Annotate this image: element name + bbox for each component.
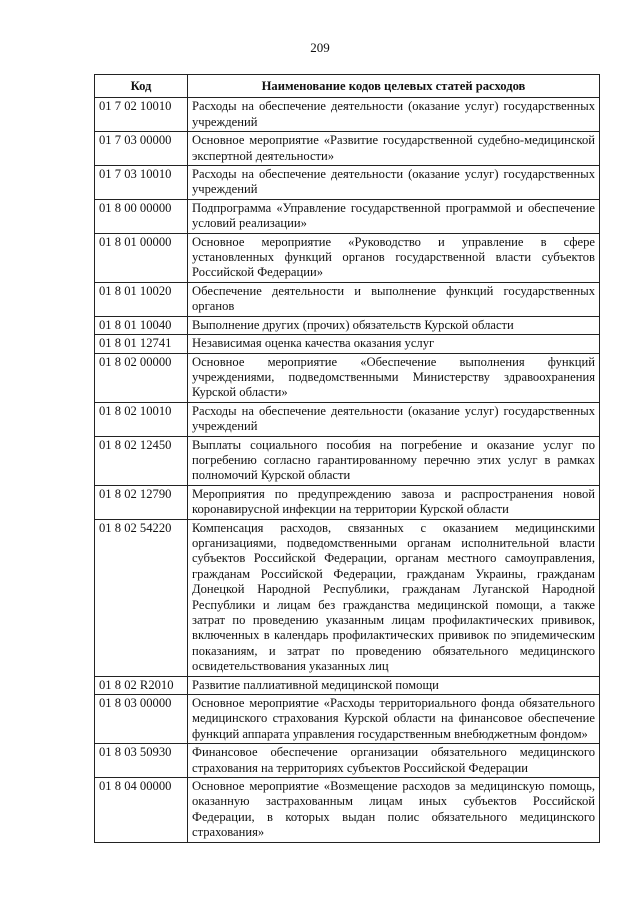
name-cell: Подпрограмма «Управление государственной программой и обеспечение условий реализации» (188, 199, 600, 233)
code-cell: 01 8 02 12450 (95, 436, 188, 485)
code-cell: 01 8 02 R2010 (95, 676, 188, 694)
code-cell: 01 8 02 54220 (95, 519, 188, 676)
page-number: 209 (310, 40, 330, 55)
code-cell: 01 8 01 10020 (95, 282, 188, 316)
table-row (95, 519, 600, 676)
name-cell: Основное мероприятие «Развитие государственной судебно-медицинской экспертной деятельности» (188, 132, 600, 166)
name-cell: Выполнение других (прочих) обязательств Курской области (188, 316, 600, 334)
name-cell: Основное мероприятие «Возмещение расходов за медицинскую помощь, оказанную застрахованным лицам иных субъектов Российской Федерации, в которых выдан полис обязательного медицинского страхования» (188, 778, 600, 843)
table-row (95, 132, 600, 166)
code-cell: 01 8 02 12790 (95, 485, 188, 519)
code-cell: 01 8 01 00000 (95, 233, 188, 282)
name-cell: Независимая оценка качества оказания услуг (188, 335, 600, 353)
name-cell: Расходы на обеспечение деятельности (оказание услуг) государственных учреждений (188, 98, 600, 132)
code-cell: 01 7 02 10010 (95, 98, 188, 132)
code-cell: 01 8 03 00000 (95, 695, 188, 744)
table-row (95, 402, 600, 436)
name-cell: Финансовое обеспечение организации обязательного медицинского страхования на территориях субъектов Российской Федерации (188, 744, 600, 778)
table-row (95, 778, 600, 843)
table-row (95, 485, 600, 519)
name-cell: Обеспечение деятельности и выполнение функций государственных органов (188, 282, 600, 316)
table-row (95, 695, 600, 744)
name-cell: Основное мероприятие «Руководство и управление в сфере установленных функций органов государственной власти субъектов Российской Федерации» (188, 233, 600, 282)
code-cell: 01 8 01 10040 (95, 316, 188, 334)
code-cell: 01 8 01 12741 (95, 335, 188, 353)
code-cell: 01 7 03 10010 (95, 166, 188, 200)
table-header (95, 75, 600, 98)
code-cell: 01 8 00 00000 (95, 199, 188, 233)
table-row (95, 282, 600, 316)
table-row (95, 744, 600, 778)
name-cell: Расходы на обеспечение деятельности (оказание услуг) государственных учреждений (188, 166, 600, 200)
name-cell: Компенсация расходов, связанных с оказанием медицинскими организациями, подведомственными органам исполнительной власти субъектов Российской Федерации, органам местного самоуправления, гражданам Российской Федерации, гражданам Украины, гражданам Донецкой Народной Республики, гражданам Луганской Народной Республики и лицам без гражданства медицинской помощи, а также затрат по проведению указанным лицам профилактических прививок, включенных в календарь профилактических прививок по эпидемическим показаниям, и затрат по проведению обязательного медицинского освидетельствования указанных лиц (188, 519, 600, 676)
header-row (95, 75, 600, 98)
table-row (95, 316, 600, 334)
table-row (95, 676, 600, 694)
code-cell: 01 8 03 50930 (95, 744, 188, 778)
table-row (95, 98, 600, 132)
table-row (95, 199, 600, 233)
name-cell: Расходы на обеспечение деятельности (оказание услуг) государственных учреждений (188, 402, 600, 436)
table-row (95, 436, 600, 485)
name-cell: Основное мероприятие «Расходы территориального фонда обязательного медицинского страхования Курской области на финансовое обеспечение функций аппарата управления государственным внебюджетным фондом» (188, 695, 600, 744)
table-row (95, 233, 600, 282)
code-cell: 01 8 02 00000 (95, 353, 188, 402)
name-cell: Мероприятия по предупреждению завоза и распространения новой коронавирусной инфекции на территории Курской области (188, 485, 600, 519)
name-column-header: Наименование кодов целевых статей расходов (188, 75, 600, 98)
name-cell: Основное мероприятие «Обеспечение выполнения функций учреждениями, подведомственными Министерству здравоохранения Курской области» (188, 353, 600, 402)
code-cell: 01 8 04 00000 (95, 778, 188, 843)
table-row (95, 166, 600, 200)
name-cell: Развитие паллиативной медицинской помощи (188, 676, 600, 694)
table-row (95, 335, 600, 353)
code-column-header: Код (95, 75, 188, 98)
table-body (95, 98, 600, 842)
code-cell: 01 7 03 00000 (95, 132, 188, 166)
target-codes-table (94, 74, 600, 843)
table-row (95, 353, 600, 402)
code-cell: 01 8 02 10010 (95, 402, 188, 436)
name-cell: Выплаты социального пособия на погребение и оказание услуг по погребению согласно гарантированному перечню этих услуг в рамках полномочий Курской области (188, 436, 600, 485)
